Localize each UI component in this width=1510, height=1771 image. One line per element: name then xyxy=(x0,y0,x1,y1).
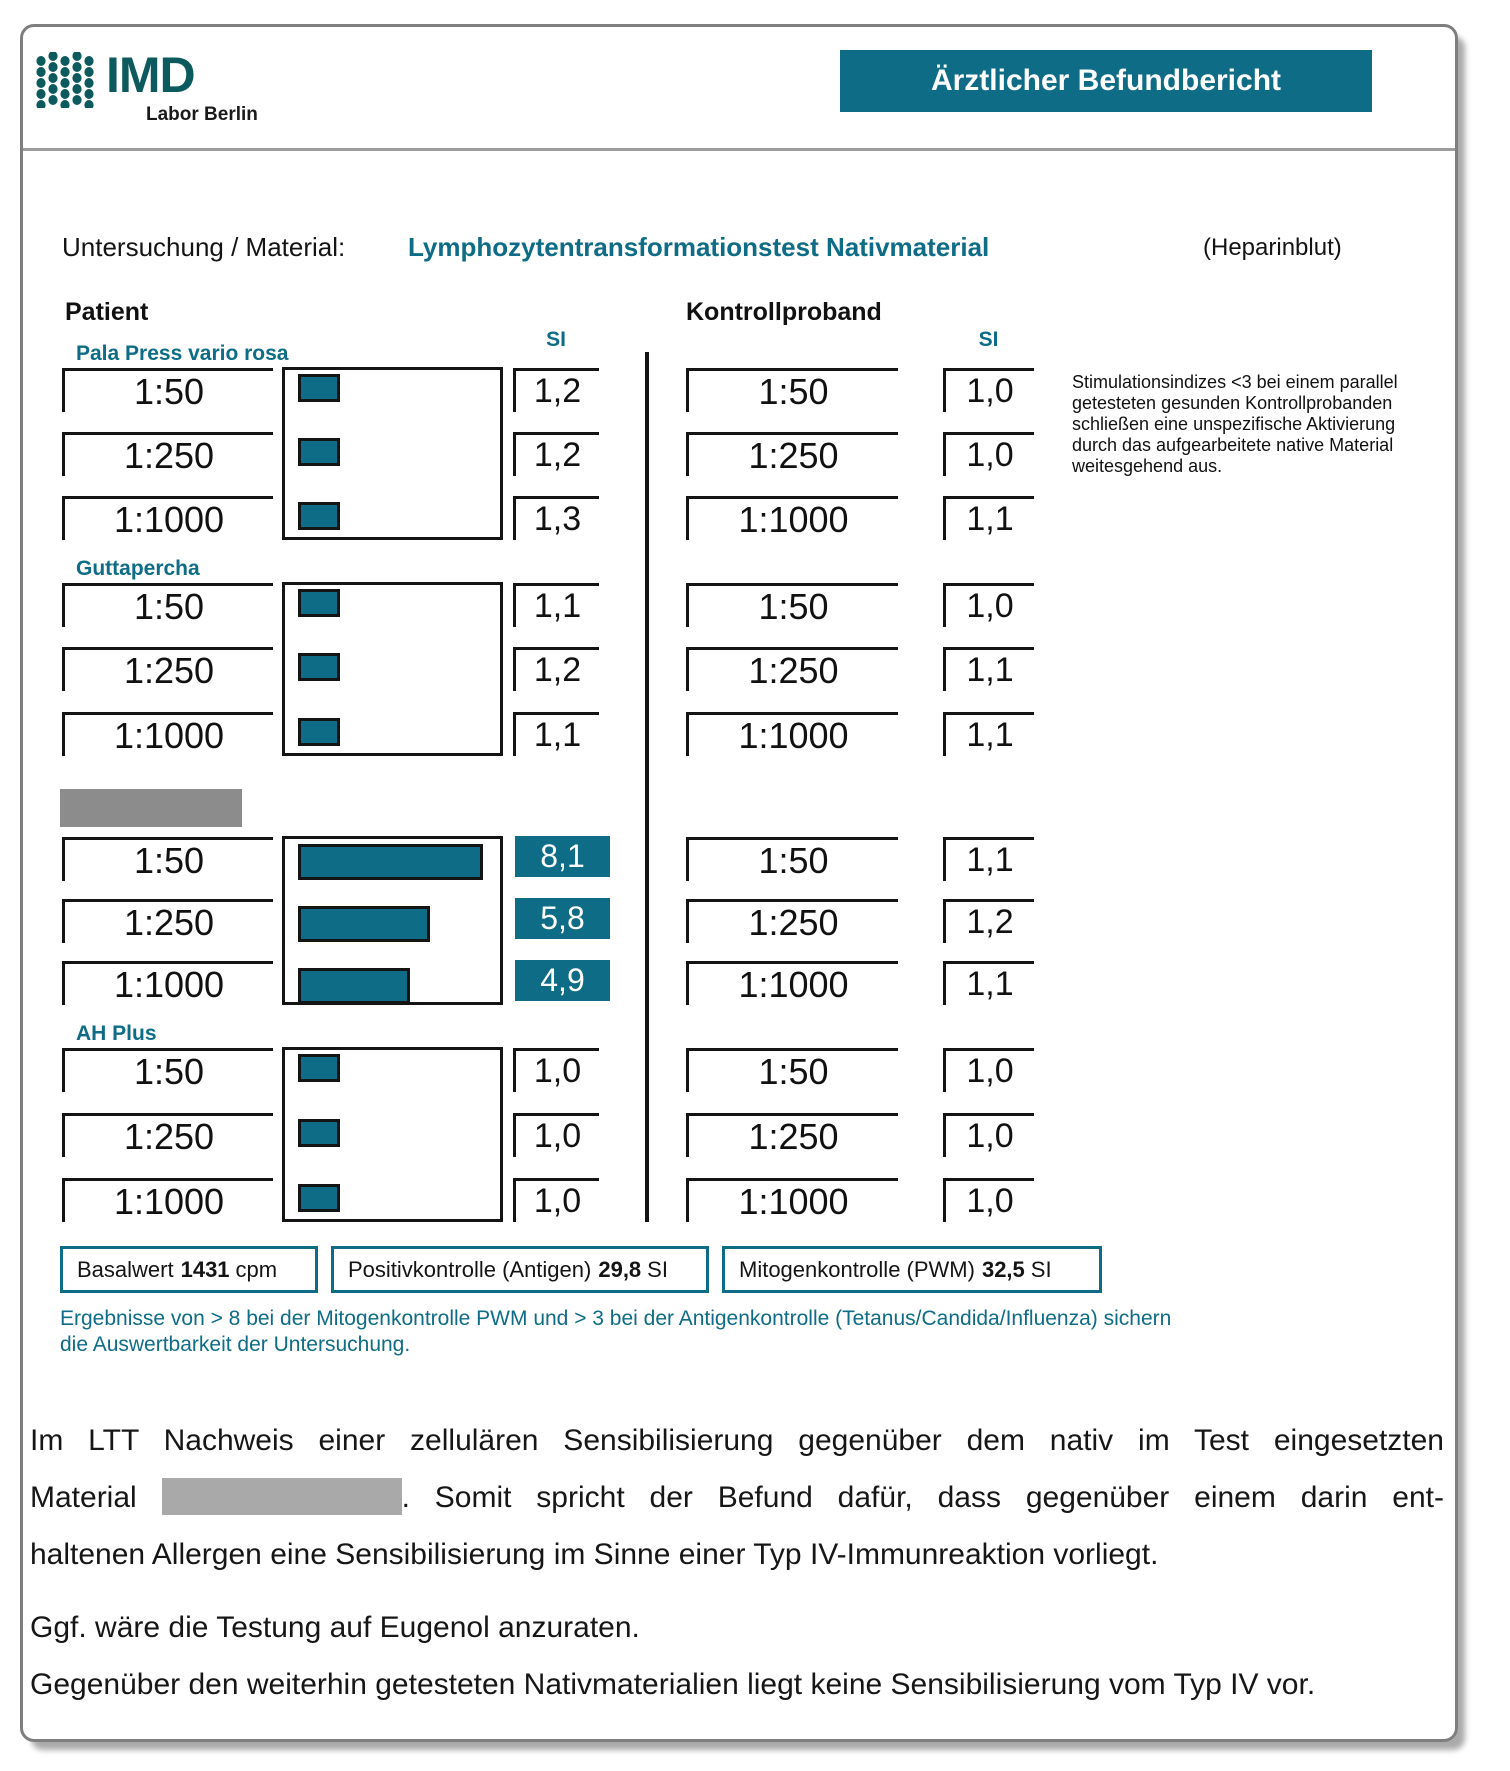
material-name: Guttapercha xyxy=(76,557,200,580)
patient-si-value: 1,2 xyxy=(513,432,599,476)
basal-value: 1431 xyxy=(180,1256,230,1282)
dilution-label: 1:1000 xyxy=(62,496,273,540)
basal-label: Basalwert xyxy=(77,1256,174,1282)
patient-si-value: 1,3 xyxy=(513,496,599,540)
conclusion-line-1: Im LTT Nachweis einer zellulären Sensibilisierung gegenüber dem nativ im Test eingesetzten xyxy=(30,1424,1444,1457)
imd-logo-text: IMD xyxy=(106,47,195,103)
control-si-value: 1,1 xyxy=(943,647,1034,691)
positive-control-box xyxy=(331,1246,709,1293)
dilution-label: 1:1000 xyxy=(62,712,273,756)
si-bar xyxy=(298,374,340,402)
control-si-value: 1,0 xyxy=(943,583,1034,627)
control-dilution-label: 1:50 xyxy=(686,837,898,881)
si-bar xyxy=(298,589,340,617)
patient-si-value: 1,2 xyxy=(513,647,599,691)
control-dilution-label: 1:1000 xyxy=(686,496,898,540)
patient-si-value: 1,1 xyxy=(513,712,599,756)
column-divider xyxy=(645,352,649,1222)
material-name-redacted xyxy=(60,789,242,827)
control-si-header: SI xyxy=(978,328,999,351)
patient-column-header: Patient xyxy=(65,298,149,326)
control-dilution-label: 1:250 xyxy=(686,899,898,943)
conclusion-text xyxy=(30,1412,1444,1713)
control-si-value: 1,1 xyxy=(943,712,1034,756)
patient-si-value-highlight: 5,8 xyxy=(515,898,610,939)
patient-si-value-highlight: 8,1 xyxy=(515,836,610,877)
addendum-line-1: Ggf. wäre die Testung auf Eugenol anzuraten. xyxy=(30,1611,640,1644)
control-explanation-note: Stimulationsindizes <3 bei einem parallel getesteten gesunden Kontrollprobanden schließen eine unspezifische Aktivierung durch das aufgearbeitete native Material weitesgehend aus. xyxy=(1072,372,1398,476)
si-bar xyxy=(298,906,430,942)
basal-unit: cpm xyxy=(235,1256,278,1282)
control-si-value: 1,0 xyxy=(943,368,1034,412)
patient-si-value-highlight: 4,9 xyxy=(515,960,610,1001)
si-bar xyxy=(298,718,340,746)
control-si-value: 1,0 xyxy=(943,432,1034,476)
material-name: AH Plus xyxy=(76,1022,157,1045)
positive-control-unit: SI xyxy=(647,1256,668,1282)
dilution-label: 1:50 xyxy=(62,1048,273,1092)
si-bar xyxy=(298,1119,340,1147)
control-dilution-label: 1:250 xyxy=(686,1113,898,1157)
control-dilution-label: 1:1000 xyxy=(686,961,898,1005)
patient-si-value: 1,1 xyxy=(513,583,599,627)
positive-control-value: 29,8 xyxy=(598,1256,642,1282)
redacted-material-name-inline xyxy=(162,1478,402,1515)
dilution-label: 1:250 xyxy=(62,899,273,943)
patient-si-value: 1,0 xyxy=(513,1113,599,1157)
patient-si-value: 1,2 xyxy=(513,368,599,412)
control-si-value: 1,2 xyxy=(943,899,1034,943)
mitogen-control-value: 32,5 xyxy=(981,1256,1025,1282)
si-bar xyxy=(298,502,340,530)
si-bar xyxy=(298,968,410,1004)
imd-logo-dots-icon xyxy=(36,52,96,108)
dilution-label: 1:250 xyxy=(62,1113,273,1157)
positive-control-label: Positivkontrolle (Antigen) xyxy=(348,1256,592,1282)
si-bar xyxy=(298,1184,340,1212)
control-si-value: 1,1 xyxy=(943,961,1034,1005)
dilution-label: 1:50 xyxy=(62,368,273,412)
control-dilution-label: 1:50 xyxy=(686,583,898,627)
control-si-value: 1,1 xyxy=(943,837,1034,881)
control-si-value: 1,0 xyxy=(943,1178,1034,1222)
report-type-banner: Ärztlicher Befundbericht xyxy=(840,50,1372,112)
patient-si-value: 1,0 xyxy=(513,1178,599,1222)
dilution-label: 1:250 xyxy=(62,432,273,476)
header-divider xyxy=(23,148,1455,151)
conclusion-line-3: haltenen Allergen eine Sensibilisierung im Sinne einer Typ IV-Immunreaktion vorliegt. xyxy=(30,1538,1159,1571)
control-dilution-label: 1:1000 xyxy=(686,1178,898,1222)
conclusion-line-2 xyxy=(30,1469,1444,1526)
control-dilution-label: 1:250 xyxy=(686,647,898,691)
control-dilution-label: 1:1000 xyxy=(686,712,898,756)
addendum-line-2: Gegenüber den weiterhin getesteten Nativmaterialien liegt keine Sensibilisierung vom Typ IV vor. xyxy=(30,1668,1316,1701)
si-bar xyxy=(298,844,483,880)
si-bar xyxy=(298,1054,340,1082)
patient-si-header: SI xyxy=(546,328,566,351)
dilution-label: 1:50 xyxy=(62,583,273,627)
mitogen-control-unit: SI xyxy=(1030,1256,1052,1282)
si-bar xyxy=(298,653,340,681)
conclusion-line-2-suffix: . Somit spricht der Befund dafür, dass gegenüber einem darin ent- xyxy=(401,1481,1444,1514)
control-dilution-label: 1:250 xyxy=(686,432,898,476)
imd-logo-subtext: Labor Berlin xyxy=(146,104,258,125)
control-dilution-label: 1:50 xyxy=(686,368,898,412)
control-si-value: 1,0 xyxy=(943,1113,1034,1157)
patient-si-value: 1,0 xyxy=(513,1048,599,1092)
conclusion-line-2-prefix: Material xyxy=(30,1481,137,1514)
dilution-label: 1:50 xyxy=(62,837,273,881)
control-column-header: Kontrollproband xyxy=(686,298,882,326)
basal-value-box xyxy=(60,1246,318,1293)
dilution-label: 1:250 xyxy=(62,647,273,691)
control-si-value: 1,1 xyxy=(943,496,1034,540)
control-dilution-label: 1:50 xyxy=(686,1048,898,1092)
dilution-label: 1:1000 xyxy=(62,1178,273,1222)
material-name: Pala Press vario rosa xyxy=(76,342,289,365)
mitogen-control-box xyxy=(722,1246,1102,1293)
mitogen-control-label: Mitogenkontrolle (PWM) xyxy=(739,1256,975,1282)
si-bar xyxy=(298,438,340,466)
dilution-label: 1:1000 xyxy=(62,961,273,1005)
control-si-value: 1,0 xyxy=(943,1048,1034,1092)
subject-label: Untersuchung / Material: xyxy=(62,232,346,262)
subject-specimen: (Heparinblut) xyxy=(1203,234,1342,261)
subject-test-name: Lymphozytentransformationstest Nativmaterial xyxy=(408,232,990,262)
validity-note: Ergebnisse von > 8 bei der Mitogenkontrolle PWM und > 3 bei der Antigenkontrolle (Tetanus/Candida/Influenza) sichern die Auswertbarkeit der Untersuchung. xyxy=(60,1307,1172,1356)
